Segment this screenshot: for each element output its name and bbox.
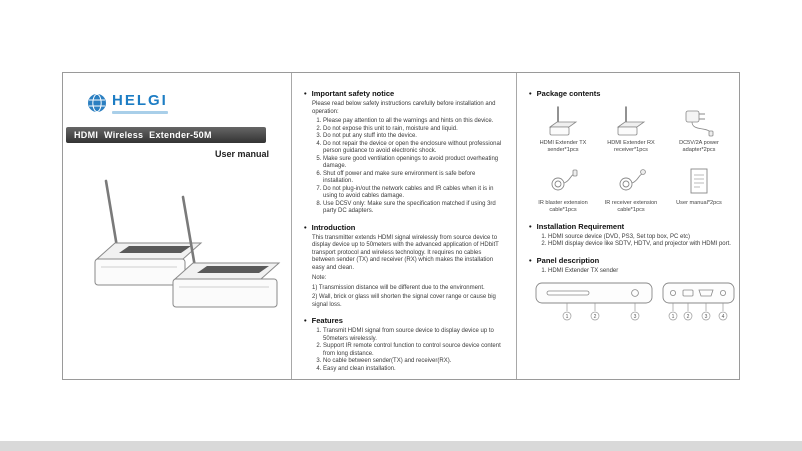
safety-list xyxy=(312,118,504,216)
package-caption: HDMI Extender RX receiver*1pcs xyxy=(607,140,655,153)
installation-body xyxy=(529,234,731,249)
panel-item-1: 1. HDMI Extender TX sender xyxy=(548,268,731,276)
safety-item-5: 5. Make sure good ventilation openings to avoid product overheating damage. xyxy=(323,156,504,171)
safety-item-6: 6. Shut off power and make sure environment is safe before installation. xyxy=(323,171,504,186)
package-grid xyxy=(531,103,731,214)
package-item-adapter xyxy=(667,103,731,154)
package-item-ir-blaster xyxy=(531,163,595,214)
introduction-text: This transmitter extends HDMI signal wirelessly from source device to display device up to 50meters with the advanced application of HDbitT transport protocol and wireless technology. It requires no cables between sender (TX) and receiver (RX) which makes the installation easy and clean. xyxy=(312,234,499,271)
brand-logo xyxy=(87,93,291,114)
installation-list xyxy=(537,234,731,249)
safety-item-8: 8. Use DC5V only: Make sure the specification matched if using 3rd party DC adapters. xyxy=(323,201,504,216)
cover-column xyxy=(63,73,291,379)
panel-callout: 3 xyxy=(704,314,708,321)
user-manual-icon xyxy=(681,163,717,197)
panel-callout: 4 xyxy=(721,314,725,321)
feature-item-4: 4. Easy and clean installation. xyxy=(323,366,504,374)
package-item-rx xyxy=(599,103,663,154)
feature-item-2: 2. Support IR remote control function to control source device content from long distance. xyxy=(323,343,504,358)
tx-panel-diagram xyxy=(535,279,735,325)
installation-heading: • Installation Requirement xyxy=(529,222,731,231)
package-item-ir-receiver xyxy=(599,163,663,214)
logo-text-wrap xyxy=(112,93,168,114)
safety-item-4: 4. Do not repair the device or open the enclosure without professional person guidance to avoid electronic shock. xyxy=(323,141,504,156)
features-list xyxy=(312,328,504,373)
panel-body xyxy=(529,268,731,276)
safety-section xyxy=(304,89,504,216)
package-section xyxy=(529,89,731,214)
logo-tagline xyxy=(112,111,168,114)
extender-devices-illustration xyxy=(89,167,285,317)
features-section xyxy=(304,316,504,373)
installation-item-2: 2. HDMI display device like SDTV, HDTV, and projector with HDMI port. xyxy=(548,241,731,249)
package-caption: User manual*2pcs xyxy=(676,199,722,206)
package-caption: HDMI Extender TX sender*1pcs xyxy=(539,140,587,153)
package-caption: IR receiver extension cable*1pcs xyxy=(604,199,658,213)
text-column xyxy=(291,73,517,379)
package-column xyxy=(517,73,739,379)
panel-callout: 1 xyxy=(565,314,569,321)
ir-receiver-cable-icon xyxy=(613,163,649,197)
package-caption: IR blaster extension cable*1pcs xyxy=(538,199,588,213)
panel-heading: • Panel description xyxy=(529,256,731,265)
safety-item-2: 2. Do not expose this unit to rain, moisture and liquid. xyxy=(323,126,504,134)
safety-item-7: 7. Do not plug-in/out the network cables and IR cables when it is in using to avoid cables damage. xyxy=(323,186,504,201)
brand-name: HELGI xyxy=(112,92,168,109)
helgi-logo-icon xyxy=(87,93,107,113)
features-body xyxy=(304,328,504,373)
note-1: 1) Transmission distance will be different due to the environment. xyxy=(312,284,485,291)
features-heading: • Features xyxy=(304,316,504,325)
user-manual-label: User manual xyxy=(214,149,269,159)
power-adapter-icon xyxy=(681,103,717,137)
safety-item-3: 3. Do not put any stuff into the device. xyxy=(323,133,504,141)
hdmi-extender-tx-icon xyxy=(545,103,581,137)
panel-callout: 2 xyxy=(686,314,690,321)
package-item-tx xyxy=(531,103,595,154)
safety-heading: • Important safety notice xyxy=(304,89,504,98)
installation-section xyxy=(529,222,731,249)
manual-page xyxy=(62,72,740,380)
bottom-strip xyxy=(0,441,802,451)
ir-blaster-cable-icon xyxy=(545,163,581,197)
hdmi-extender-rx-icon xyxy=(613,103,649,137)
panel-callout: 1 xyxy=(671,314,675,321)
safety-intro: Please read below safety instructions carefully before installation and operation: xyxy=(312,101,496,115)
note-label: Note: xyxy=(312,275,327,281)
panel-callout: 3 xyxy=(633,314,637,321)
panel-list xyxy=(537,268,731,276)
package-item-manual xyxy=(667,163,731,214)
introduction-heading: • Introduction xyxy=(304,223,504,232)
introduction-section xyxy=(304,223,504,310)
note-2: 2) Wall, brick or glass will shorten the signal cover range or cause big signal loss. xyxy=(312,294,496,308)
introduction-body xyxy=(304,235,504,310)
package-caption: DC5V/2A power adapter*2pcs xyxy=(679,140,719,153)
safety-item-1: 1. Please pay attention to all the warnings and hints on this device. xyxy=(323,118,504,126)
feature-item-1: 1. Transmit HDMI signal from source device to display device up to 50meters wirelessly. xyxy=(323,328,504,343)
panel-section xyxy=(529,256,731,326)
safety-body xyxy=(304,101,504,216)
installation-item-1: 1. HDMI source device (DVD, PS3, Set top box, PC etc) xyxy=(548,234,731,242)
package-heading: • Package contents xyxy=(529,89,731,98)
product-title-bar: HDMI Wireless Extender-50M xyxy=(66,127,266,143)
panel-callout: 2 xyxy=(593,314,597,321)
feature-item-3: 3. No cable between sender(TX) and receiver(RX). xyxy=(323,358,504,366)
